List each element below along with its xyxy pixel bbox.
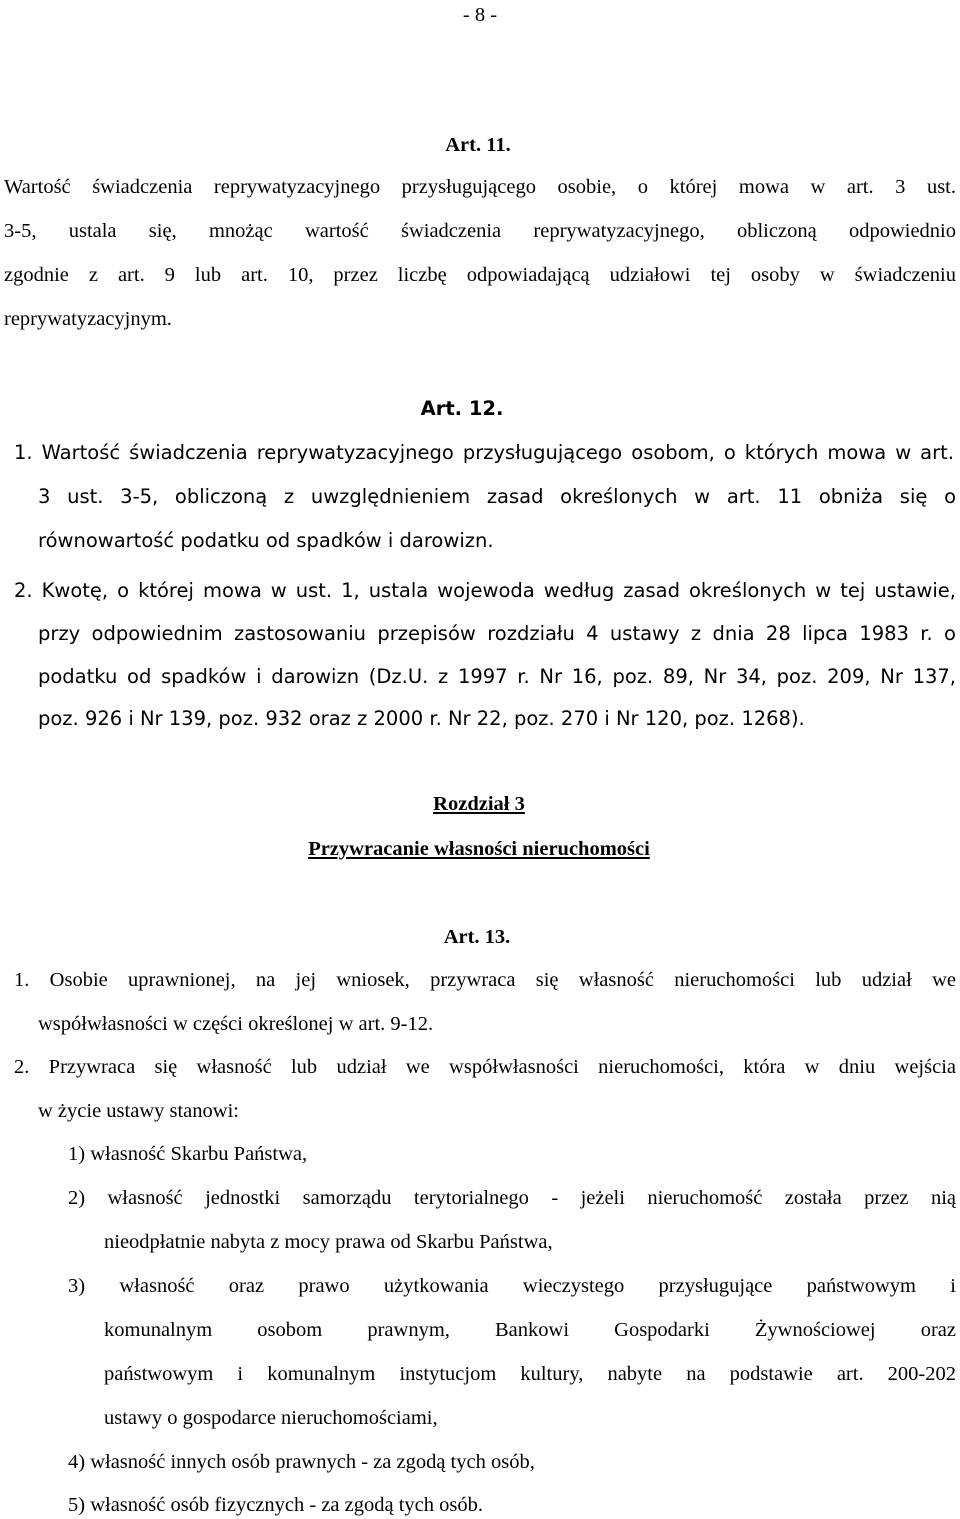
article-12-para1-line: 1. Wartość świadczenia reprywatyzacyjnego przysługującego osobom, o których mowa w art. bbox=[14, 441, 954, 464]
article-11-line: zgodnie z art. 9 lub art. 10, przez liczbę odpowiadającą udziałowi tej osoby w świadczeniu bbox=[4, 264, 956, 286]
article-13-para2-line: 2. Przywraca się własność lub udział we współwłasności nieruchomości, która w dniu wejścia bbox=[14, 1056, 956, 1078]
list-item-continuation: państwowym i komunalnym instytucjom kultury, nabyte na podstawie art. 200-202 bbox=[104, 1363, 956, 1385]
list-item: 2) własność jednostki samorządu terytorialnego - jeżeli nieruchomość została przez nią bbox=[68, 1187, 956, 1209]
article-13-para1-line: 1. Osobie uprawnionej, na jej wniosek, przywraca się własność nieruchomości lub udział we bbox=[14, 969, 956, 991]
list-item: 5) własność osób fizycznych - za zgodą tych osób. bbox=[68, 1494, 483, 1516]
list-item: 4) własność innych osób prawnych - za zgodą tych osób, bbox=[68, 1451, 535, 1473]
chapter-number: Rozdział 3 bbox=[433, 793, 525, 815]
list-item-continuation: ustawy o gospodarce nieruchomościami, bbox=[104, 1407, 438, 1429]
chapter-title: Przywracanie własności nieruchomości bbox=[308, 838, 650, 860]
article-12-para1-line: równowartość podatku od spadków i darowizn. bbox=[38, 529, 494, 552]
article-12-para1-line: 3 ust. 3-5, obliczoną z uwzględnieniem zasad określonych w art. 11 obniża się o bbox=[38, 485, 956, 508]
article-12-para2-line: podatku od spadków i darowizn (Dz.U. z 1997 r. Nr 16, poz. 89, Nr 34, poz. 209, Nr 137, bbox=[38, 665, 956, 688]
article-11-line: reprywatyzacyjnym. bbox=[4, 308, 172, 330]
article-13-heading: Art. 13. bbox=[443, 926, 511, 948]
article-13-para2-line: w życie ustawy stanowi: bbox=[38, 1100, 239, 1122]
list-item: 3) własność oraz prawo użytkowania wieczystego przysługujące państwowym i bbox=[68, 1275, 956, 1297]
article-12-para2-line: przy odpowiednim zastosowaniu przepisów rozdziału 4 ustawy z dnia 28 lipca 1983 r. o bbox=[38, 622, 956, 645]
list-item-continuation: nieodpłatnie nabyta z mocy prawa od Skarbu Państwa, bbox=[104, 1231, 553, 1253]
article-12-para2-line: 2. Kwotę, o której mowa w ust. 1, ustala wojewoda według zasad określonych w tej ustawie, bbox=[14, 579, 956, 602]
article-11-heading: Art. 11. bbox=[445, 134, 511, 156]
article-12-para2-line: poz. 926 i Nr 139, poz. 932 oraz z 2000 r. Nr 22, poz. 270 i Nr 120, poz. 1268). bbox=[38, 707, 805, 730]
article-11-line: Wartość świadczenia reprywatyzacyjnego przysługującego osobie, o której mowa w art. 3 ust. bbox=[4, 176, 956, 198]
list-item-continuation: komunalnym osobom prawnym, Bankowi Gospodarki Żywnościowej oraz bbox=[104, 1319, 956, 1341]
article-11-line: 3-5, ustala się, mnożąc wartość świadczenia reprywatyzacyjnego, obliczoną odpowiednio bbox=[4, 220, 956, 242]
page-number: - 8 - bbox=[462, 4, 498, 26]
list-item: 1) własność Skarbu Państwa, bbox=[68, 1143, 308, 1165]
article-13-para1-line: współwłasności w części określonej w art. 9-12. bbox=[38, 1013, 434, 1035]
article-12-heading: Art. 12. bbox=[420, 397, 504, 420]
